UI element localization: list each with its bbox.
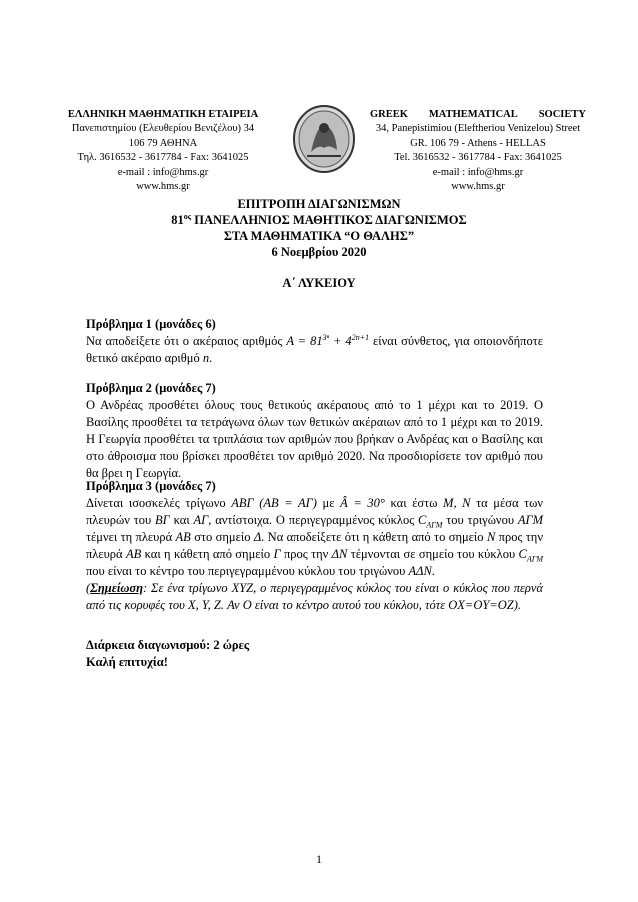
competition-title [0, 212, 638, 228]
org-word: GREEK [370, 109, 408, 120]
math-expr: ΔΝ [331, 547, 348, 561]
header-right [370, 108, 586, 194]
text-segment: Να αποδείξετε ότι ο ακέραιος αριθμός [86, 334, 287, 348]
exam-duration: Διάρκεια διαγωνισμού: 2 ώρες [86, 638, 250, 652]
math-expr [518, 547, 543, 564]
math-expr: Γ [273, 547, 281, 561]
note-label: Σημείωση [90, 581, 143, 595]
header-left [58, 108, 268, 194]
problem-2-title: Πρόβλημα 2 (μονάδες 7) [86, 381, 216, 395]
text-segment: και η κάθετη από σημείο [141, 547, 274, 561]
text-segment: του τριγώνου [442, 513, 518, 527]
formula-exponent: 3ⁿ [322, 332, 330, 342]
competition-ordinal: ος [183, 211, 192, 221]
phone-line: Tel. 3616532 - 3617784 - Fax: 3641025 [394, 152, 562, 164]
org-name-greek: ΕΛΛΗΝΙΚΗ ΜΑΘΗΜΑΤΙΚΗ ΕΤΑΙΡΕΙΑ [67, 109, 259, 120]
text-segment: προς την πλευρά [86, 530, 544, 561]
subject-title: ΣΤΑ ΜΑΘΗΜΑΤΙΚΑ “Ο ΘΑΛΗΣ” [223, 229, 415, 243]
math-symbol: C [518, 547, 527, 561]
math-expr: Ν [486, 530, 496, 544]
problem-2 [86, 380, 543, 482]
text-segment: και [169, 513, 194, 527]
math-expr: ΒΓ [155, 513, 170, 527]
note-text: : Σε ένα τρίγωνο XYZ, ο περιγεγραμμένος κύκλος του είναι ο κύκλος που περνά από τις κορυφές του X, Y, Z. Αν O είναι το κέντρο αυτού του κύκλου, τότε OX=OY=OZ). [86, 581, 543, 612]
org-word: SOCIETY [538, 109, 586, 120]
text-segment: Δίνεται ισοσκελές τρίγωνο [86, 496, 232, 510]
formula-part: + 4 [329, 334, 352, 348]
math-expr: Â = 30° [340, 496, 385, 510]
text-segment: στο σημείο [190, 530, 254, 544]
org-word: MATHEMATICAL [428, 109, 518, 120]
formula-part: A = 81 [286, 334, 323, 348]
text-segment: τέμνονται σε σημείο του κύκλου [347, 547, 519, 561]
problem-3 [86, 478, 543, 614]
address-line: Πανεπιστημίου (Ελευθερίου Βενιζέλου) 34 [71, 123, 255, 135]
email-line: e-mail : info@hms.gr [432, 166, 524, 178]
formula-exponent: 2n+1 [351, 332, 370, 342]
competition-number: 81 [171, 213, 184, 227]
math-subscript: ΑΓΜ [426, 520, 443, 530]
text-segment: που είναι το κέντρο του περιγεγραμμένου κύκλου του τριγώνου [86, 564, 409, 578]
text-segment: και έστω [384, 496, 444, 510]
math-expr: ΑΓΜ [517, 513, 543, 527]
math-expr: ΑΔΝ [408, 564, 432, 578]
math-expr: ΑΒ [175, 530, 191, 544]
text-segment: . Να αποδείξετε ότι η κάθετη από το σημείο [261, 530, 487, 544]
problem-1-title: Πρόβλημα 1 (μονάδες 6) [86, 317, 216, 331]
text-segment: . [431, 564, 435, 578]
problem-2-text: Ο Ανδρέας προσθέτει όλους τους θετικούς ακέραιους από το 1 μέχρι και το 2019. Ο Βασίλης προσθέτει τα τετράγωνα όλων των θετικών ακέραιων από το 1 μέχρι και το 2019. Η Γεωργία προσθέτει τα τριπλάσια των αριθμών που βρήκαν ο Ανδρέας και ο Βασίλης και στο άθροισμα που βρίσκει προσθέτει τον αριθμό 2020. Να προσδιορίσετε τον αριθμό που θα βρει η Γεωργία. [86, 398, 543, 480]
website-line: www.hms.gr [451, 181, 505, 193]
competition-name: ΠΑΝΕΛΛΗΝΙΟΣ ΜΑΘΗΤΙΚΟΣ ΔΙΑΓΩΝΙΣΜΟΣ [191, 213, 467, 227]
address-line: 34, Panepistimiou (Eleftheriou Venizelou) Street [375, 123, 581, 135]
problem-1 [86, 316, 543, 367]
text-segment: με [316, 496, 341, 510]
title-block [0, 196, 638, 260]
variable: n [202, 351, 210, 365]
society-seal-logo [289, 104, 359, 174]
closing [86, 637, 543, 671]
problem-3-title: Πρόβλημα 3 (μονάδες 7) [86, 479, 216, 493]
math-subscript: ΑΓΜ [526, 554, 543, 564]
text-segment: . [209, 351, 213, 365]
committee-title: ΕΠΙΤΡΟΠΗ ΔΙΑΓΩΝΙΣΜΩΝ [237, 197, 401, 211]
good-luck: Καλή επιτυχία! [86, 655, 168, 669]
phone-line: Τηλ. 3616532 - 3617784 - Fax: 3641025 [77, 152, 249, 164]
postal-line: 106 79 ΑΘΗΝΑ [128, 137, 198, 149]
math-symbol: C [418, 513, 427, 527]
problem-1-text [86, 333, 543, 367]
problem-3-note: (Σημείωση: Σε ένα τρίγωνο XYZ, ο περιγεγραμμένος κύκλος του είναι ο κύκλος που περνά από τις κορυφές του X, Y, Z. Αν O είναι το κέντρο αυτού του κύκλου, τότε OX=OY=OZ). [86, 581, 543, 612]
text-segment: , αντίστοιχα. Ο περιγεγραμμένος κύκλος [208, 513, 418, 527]
math-expr [418, 513, 443, 530]
formula [286, 334, 369, 348]
text-segment: τα μέσα των πλευρών του [86, 496, 544, 527]
website-line: www.hms.gr [136, 181, 190, 193]
text-segment: τέμνει τη πλευρά [86, 530, 176, 544]
math-expr: Δ [253, 530, 262, 544]
postal-line: GR. 106 79 - Athens - HELLAS [410, 137, 546, 149]
org-name-english [370, 108, 586, 122]
page-number: 1 [316, 852, 322, 866]
exam-date: 6 Νοεμβρίου 2020 [271, 245, 367, 259]
math-expr: ΑΓ [193, 513, 209, 527]
text-segment: είναι σύνθετος, για οποιονδήποτε θετικό ακέραιο αριθμό [86, 334, 543, 365]
problem-3-text [86, 495, 543, 580]
grade-title: Α΄ ΛΥΚΕΙΟΥ [282, 276, 356, 290]
math-expr: ΑΒ [125, 547, 142, 561]
email-line: e-mail : info@hms.gr [117, 166, 209, 178]
text-segment: προς την [280, 547, 332, 561]
math-expr: Μ, Ν [443, 496, 471, 510]
math-expr: ΑΒΓ (ΑΒ = ΑΓ) [231, 496, 317, 510]
